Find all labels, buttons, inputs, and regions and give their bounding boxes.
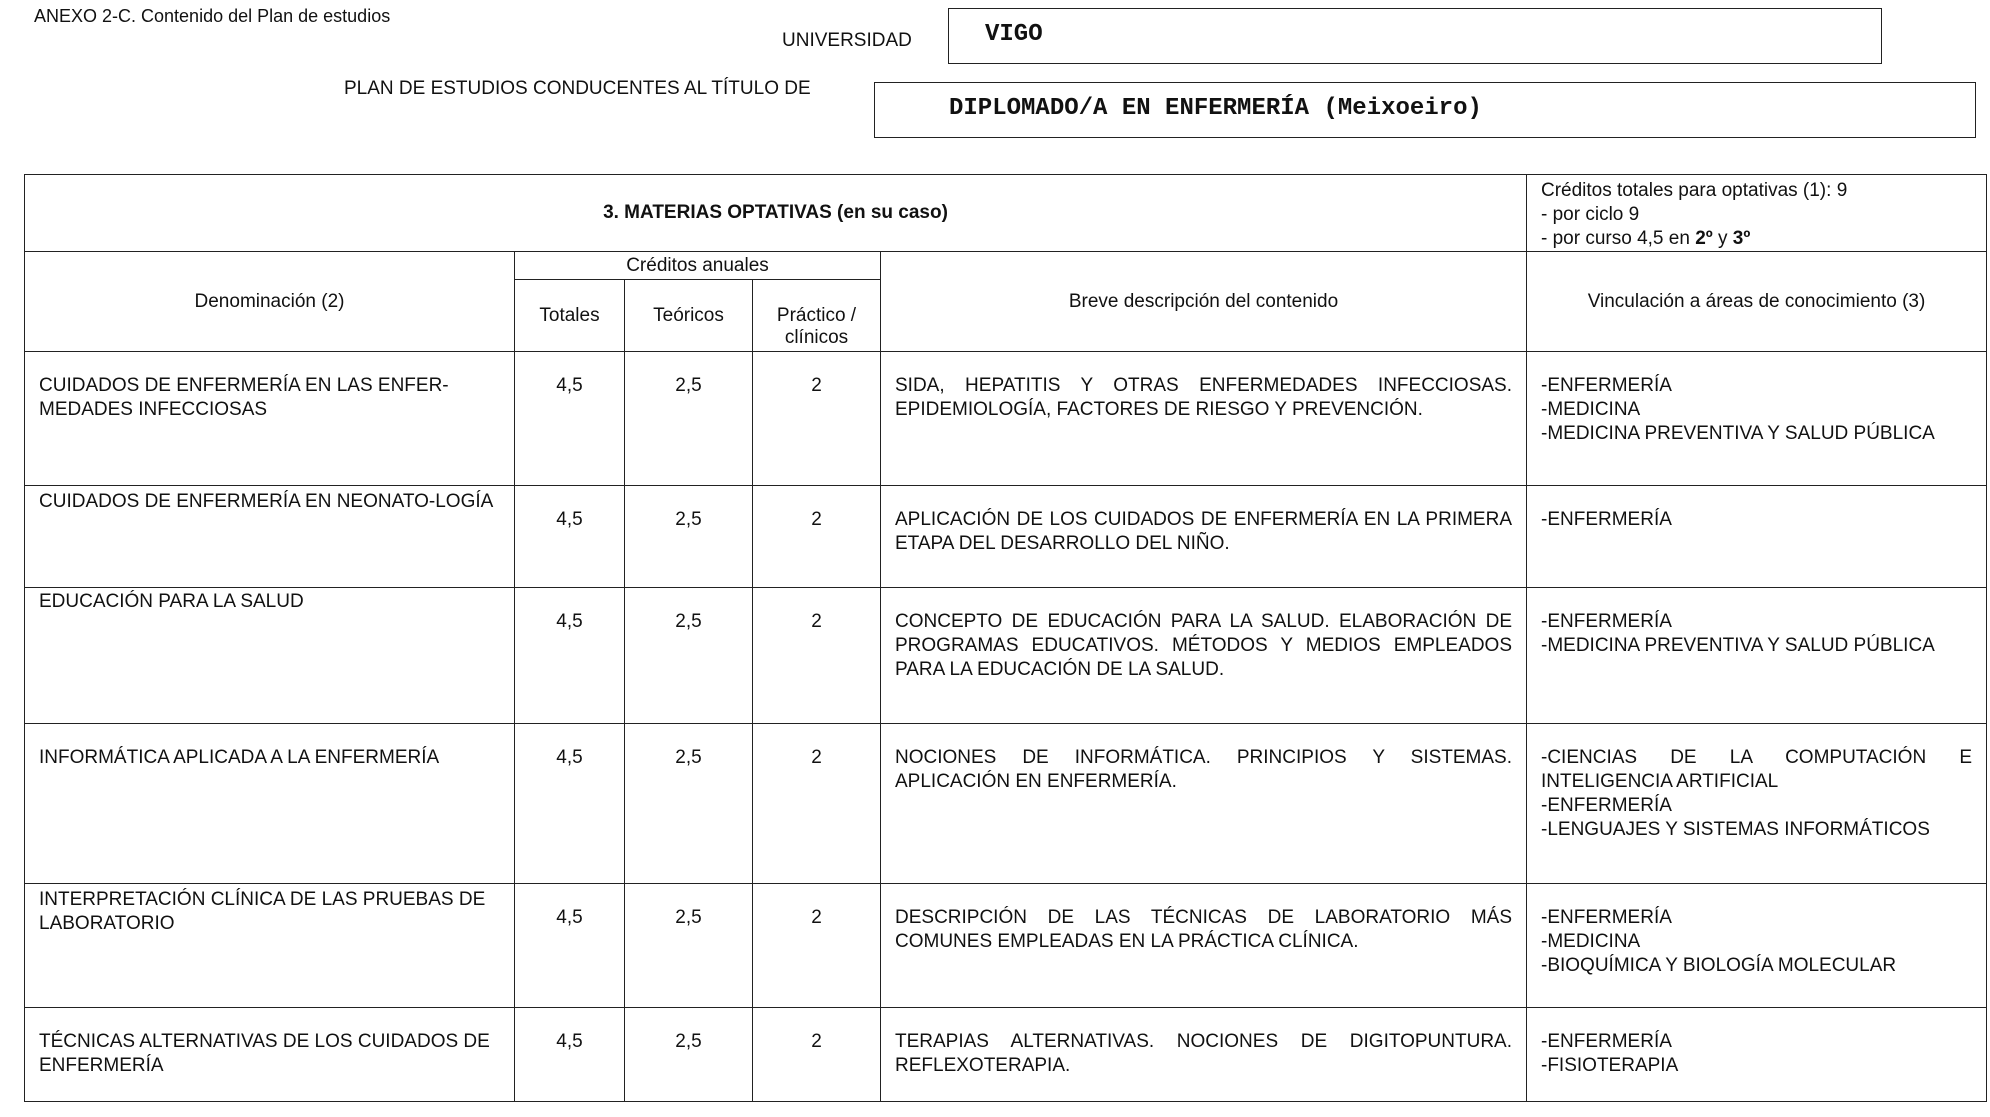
plan-box: [874, 82, 1976, 138]
credits-cycle: - por ciclo 9: [1541, 204, 1640, 225]
optional-subjects-table: [24, 174, 1987, 1102]
table-row: [25, 588, 1987, 724]
university-box: [948, 8, 1882, 64]
subject-description: SIDA, HEPATITIS Y OTRAS ENFERMEDADES INFECCIOSAS. EPIDEMIOLOGÍA, FACTORES DE RIESGO Y PREVENCIÓN.: [881, 352, 1527, 486]
subject-areas: -ENFERMERÍA -MEDICINA -BIOQUÍMICA Y BIOLOGÍA MOLECULAR: [1527, 884, 1987, 1008]
subject-description: NOCIONES DE INFORMÁTICA. PRINCIPIOS Y SISTEMAS. APLICACIÓN EN ENFERMERÍA.: [881, 724, 1527, 884]
subject-description: TERAPIAS ALTERNATIVAS. NOCIONES DE DIGITOPUNTURA. REFLEXOTERAPIA.: [881, 1008, 1527, 1102]
subject-areas: -ENFERMERÍA -MEDICINA -MEDICINA PREVENTIVA Y SALUD PÚBLICA: [1527, 352, 1987, 486]
plan-value: DIPLOMADO/A EN ENFERMERÍA (Meixoeiro): [949, 95, 1482, 122]
credits-theory: 2,5: [625, 1008, 753, 1102]
col-practice-header: Práctico / clínicos: [753, 280, 881, 352]
subject-areas: -ENFERMERÍA: [1527, 486, 1987, 588]
subject-description: CONCEPTO DE EDUCACIÓN PARA LA SALUD. ELABORACIÓN DE PROGRAMAS EDUCATIVOS. MÉTODOS Y MEDIOS EMPLEADOS PARA LA EDUCACIÓN DE LA SALUD.: [881, 588, 1527, 724]
subject-areas: -ENFERMERÍA -MEDICINA PREVENTIVA Y SALUD PÚBLICA: [1527, 588, 1987, 724]
credits-total: 4,5: [515, 884, 625, 1008]
credits-theory: 2,5: [625, 884, 753, 1008]
credits-practice: 2: [753, 486, 881, 588]
university-label: UNIVERSIDAD: [782, 30, 912, 51]
subject-name: CUIDADOS DE ENFERMERÍA EN NEONATO-LOGÍA: [25, 486, 515, 588]
section-title: 3. MATERIAS OPTATIVAS (en su caso): [25, 175, 1527, 252]
col-name-header: Denominación (2): [25, 252, 515, 352]
subject-description: APLICACIÓN DE LOS CUIDADOS DE ENFERMERÍA EN LA PRIMERA ETAPA DEL DESARROLLO DEL NIÑO.: [881, 486, 1527, 588]
table-row: [25, 884, 1987, 1008]
col-description-header: Breve descripción del contenido: [881, 252, 1527, 352]
credits-total: 4,5: [515, 588, 625, 724]
subject-areas: -ENFERMERÍA -FISIOTERAPIA: [1527, 1008, 1987, 1102]
subject-name: INFORMÁTICA APLICADA A LA ENFERMERÍA: [25, 724, 515, 884]
table-row: [25, 1008, 1987, 1102]
subject-areas: -CIENCIAS DE LA COMPUTACIÓN E INTELIGENCIA ARTIFICIAL -ENFERMERÍA -LENGUAJES Y SISTEMAS INFORMÁTICOS: [1527, 724, 1987, 884]
credits-theory: 2,5: [625, 352, 753, 486]
credits-total: 4,5: [515, 1008, 625, 1102]
table-row: [25, 352, 1987, 486]
subject-name: CUIDADOS DE ENFERMERÍA EN LAS ENFER-MEDADES INFECCIOSAS: [25, 352, 515, 486]
credits-practice: 2: [753, 1008, 881, 1102]
credits-course: - por curso 4,5 en 2º y 3º: [1541, 228, 1751, 249]
col-credits-group-header: Créditos anuales: [515, 252, 881, 280]
subject-name: INTERPRETACIÓN CLÍNICA DE LAS PRUEBAS DE LABORATORIO: [25, 884, 515, 1008]
credits-summary: [1527, 175, 1987, 252]
table-row: [25, 486, 1987, 588]
credits-total: 4,5: [515, 724, 625, 884]
credits-practice: 2: [753, 884, 881, 1008]
table-row: [25, 724, 1987, 884]
credits-total: 4,5: [515, 352, 625, 486]
credits-theory: 2,5: [625, 724, 753, 884]
subject-description: DESCRIPCIÓN DE LAS TÉCNICAS DE LABORATORIO MÁS COMUNES EMPLEADAS EN LA PRÁCTICA CLÍNICA.: [881, 884, 1527, 1008]
credits-theory: 2,5: [625, 486, 753, 588]
subject-name: TÉCNICAS ALTERNATIVAS DE LOS CUIDADOS DE ENFERMERÍA: [25, 1008, 515, 1102]
credits-theory: 2,5: [625, 588, 753, 724]
col-areas-header: Vinculación a áreas de conocimiento (3): [1527, 252, 1987, 352]
annex-label: ANEXO 2-C. Contenido del Plan de estudios: [34, 6, 391, 26]
university-value: VIGO: [985, 21, 1043, 48]
credits-practice: 2: [753, 588, 881, 724]
credits-practice: 2: [753, 724, 881, 884]
plan-label: PLAN DE ESTUDIOS CONDUCENTES AL TÍTULO DE: [344, 78, 811, 99]
col-total-header: Totales: [515, 280, 625, 352]
credits-practice: 2: [753, 352, 881, 486]
col-theory-header: Teóricos: [625, 280, 753, 352]
credits-total: 4,5: [515, 486, 625, 588]
credits-total: Créditos totales para optativas (1): 9: [1541, 180, 1848, 201]
subject-name: EDUCACIÓN PARA LA SALUD: [25, 588, 515, 724]
